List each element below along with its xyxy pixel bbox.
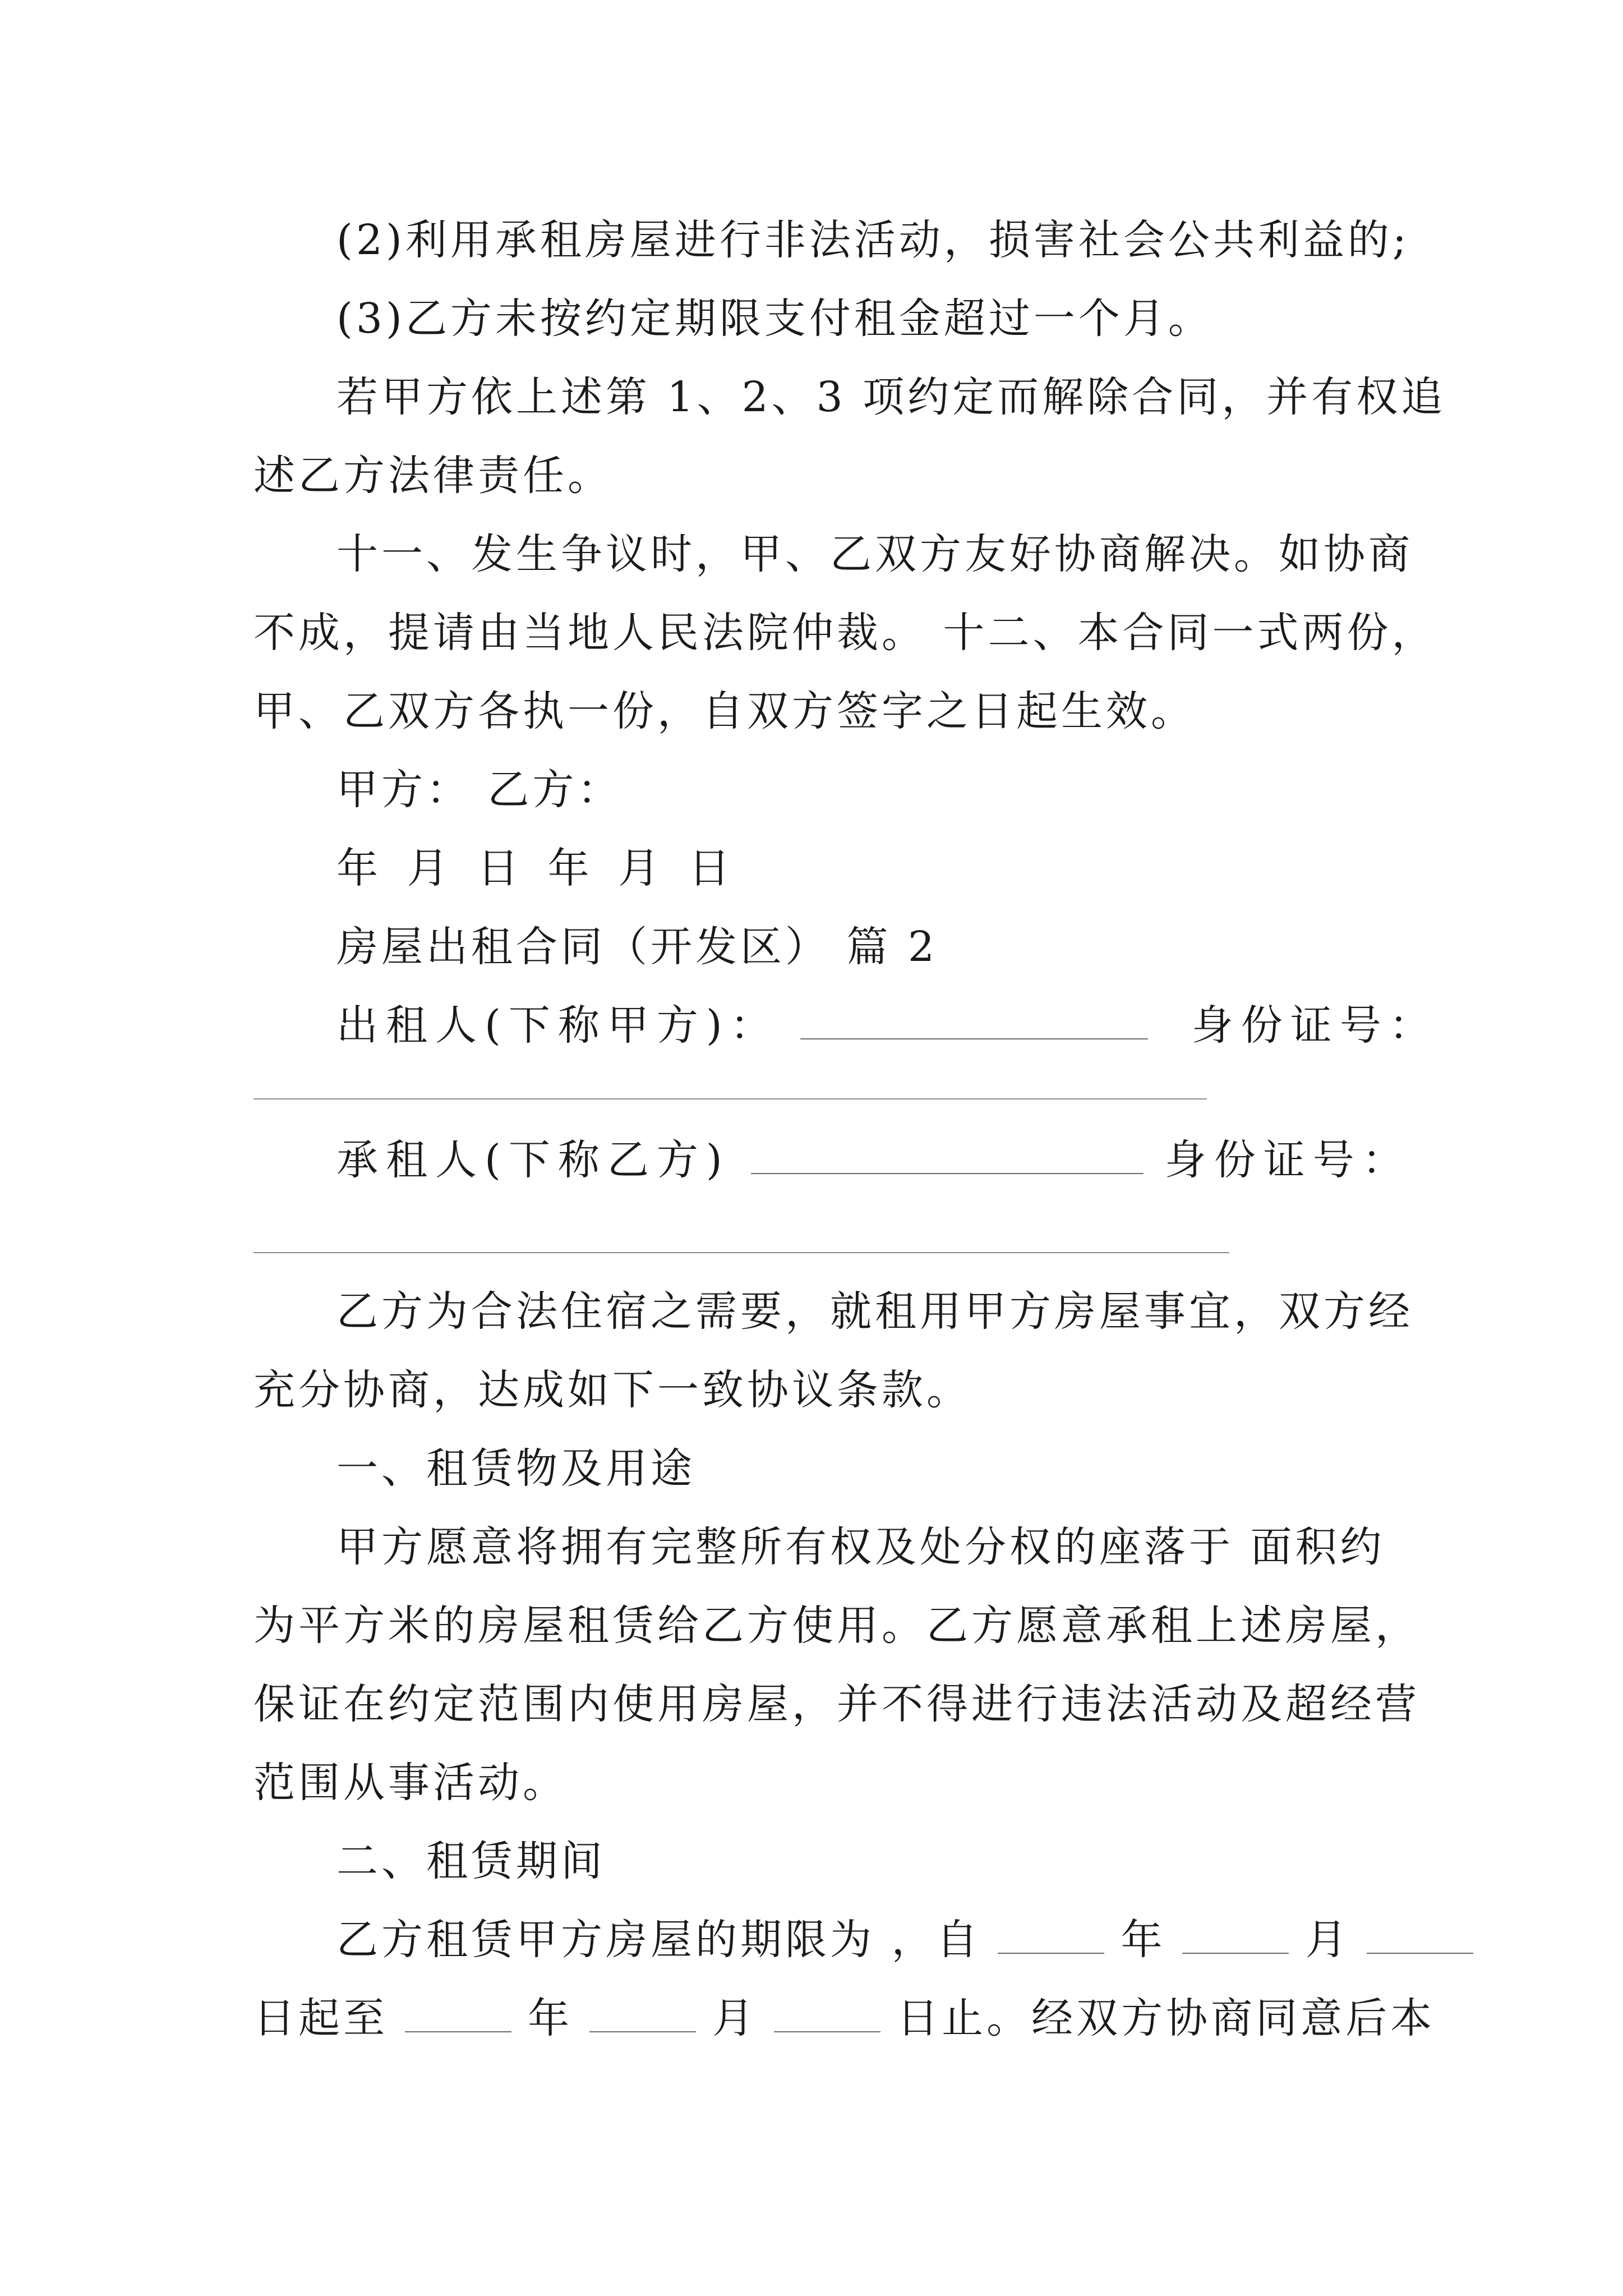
text-line: 甲、乙双方各执一份，自双方签字之日起生效。 [253,687,1196,735]
signature-dates: 年 月 日 年 月 日 [336,844,738,892]
start-year-blank [998,1913,1104,1954]
lessee-row [336,1132,1412,1188]
end-month-blank [589,1992,696,2032]
text-line: 不成，提请由当地人民法院仲裁。 十二、本合同一式两份， [253,609,1437,657]
lessor-name-blank [800,999,1148,1039]
term-prefix: 乙方租赁甲方房屋的期限为 ，自 [336,1916,981,1964]
text-line: 乙方为合法住宿之需要，就租用甲方房屋事宜，双方经 [336,1287,1413,1336]
end-day-blank [774,1992,880,2032]
term-prefix: 日起至 [253,1994,388,2042]
lessee-id-label: 身份证号： [1164,1136,1412,1184]
text-line: 为平方米的房屋租赁给乙方使用。乙方愿意承租上述房屋， [253,1602,1420,1650]
section-heading: 房屋出租合同（开发区） 篇 2 [336,923,938,971]
signature-parties: 甲方： 乙方： [336,766,623,814]
text-line: (3)乙方未按约定期限支付租金超过一个月。 [336,295,1213,343]
lessor-row [336,997,1438,1053]
lessor-id-label: 身份证号： [1191,1001,1438,1050]
year-label: 年 [528,1994,573,2042]
text-line: 十一、发生争议时，甲、乙双方友好协商解决。如协商 [336,530,1413,578]
text-line: 述乙方法律责任。 [253,452,612,500]
year-label: 年 [1121,1916,1166,1964]
text-line: 甲方愿意将拥有完整所有权及处分权的座落于 面积约 [336,1523,1385,1571]
lessor-label: 出租人(下称甲方)： [336,1001,780,1050]
text-line: 充分协商，达成如下一致协议条款。 [253,1366,971,1414]
text-line: (2)利用承租房屋进行非法活动，损害社会公共利益的; [336,216,1410,264]
term-suffix: 日止。经双方协商同意后本 [897,1994,1436,2042]
end-year-blank [405,1992,511,2032]
term-line [253,1990,1435,2046]
text-line: 若甲方依上述第 1、2、3 项约定而解除合同，并有权追 [336,373,1446,421]
clause-heading: 一、租赁物及用途 [336,1444,695,1493]
clause-heading: 二、租赁期间 [336,1837,606,1885]
lessee-label: 承租人(下称乙方) [336,1136,730,1184]
month-label: 月 [712,1994,758,2042]
text-line: 保证在约定范围内使用房屋，并不得进行违法活动及超经营 [253,1680,1420,1728]
start-day-blank [1367,1913,1473,1954]
text-line: 范围从事活动。 [253,1759,568,1807]
lessee-name-blank [751,1134,1144,1174]
term-line [336,1912,1473,1968]
start-month-blank [1182,1913,1289,1954]
lessor-id-rule [253,1098,1207,1099]
month-label: 月 [1305,1916,1350,1964]
lessee-id-rule [253,1252,1229,1253]
